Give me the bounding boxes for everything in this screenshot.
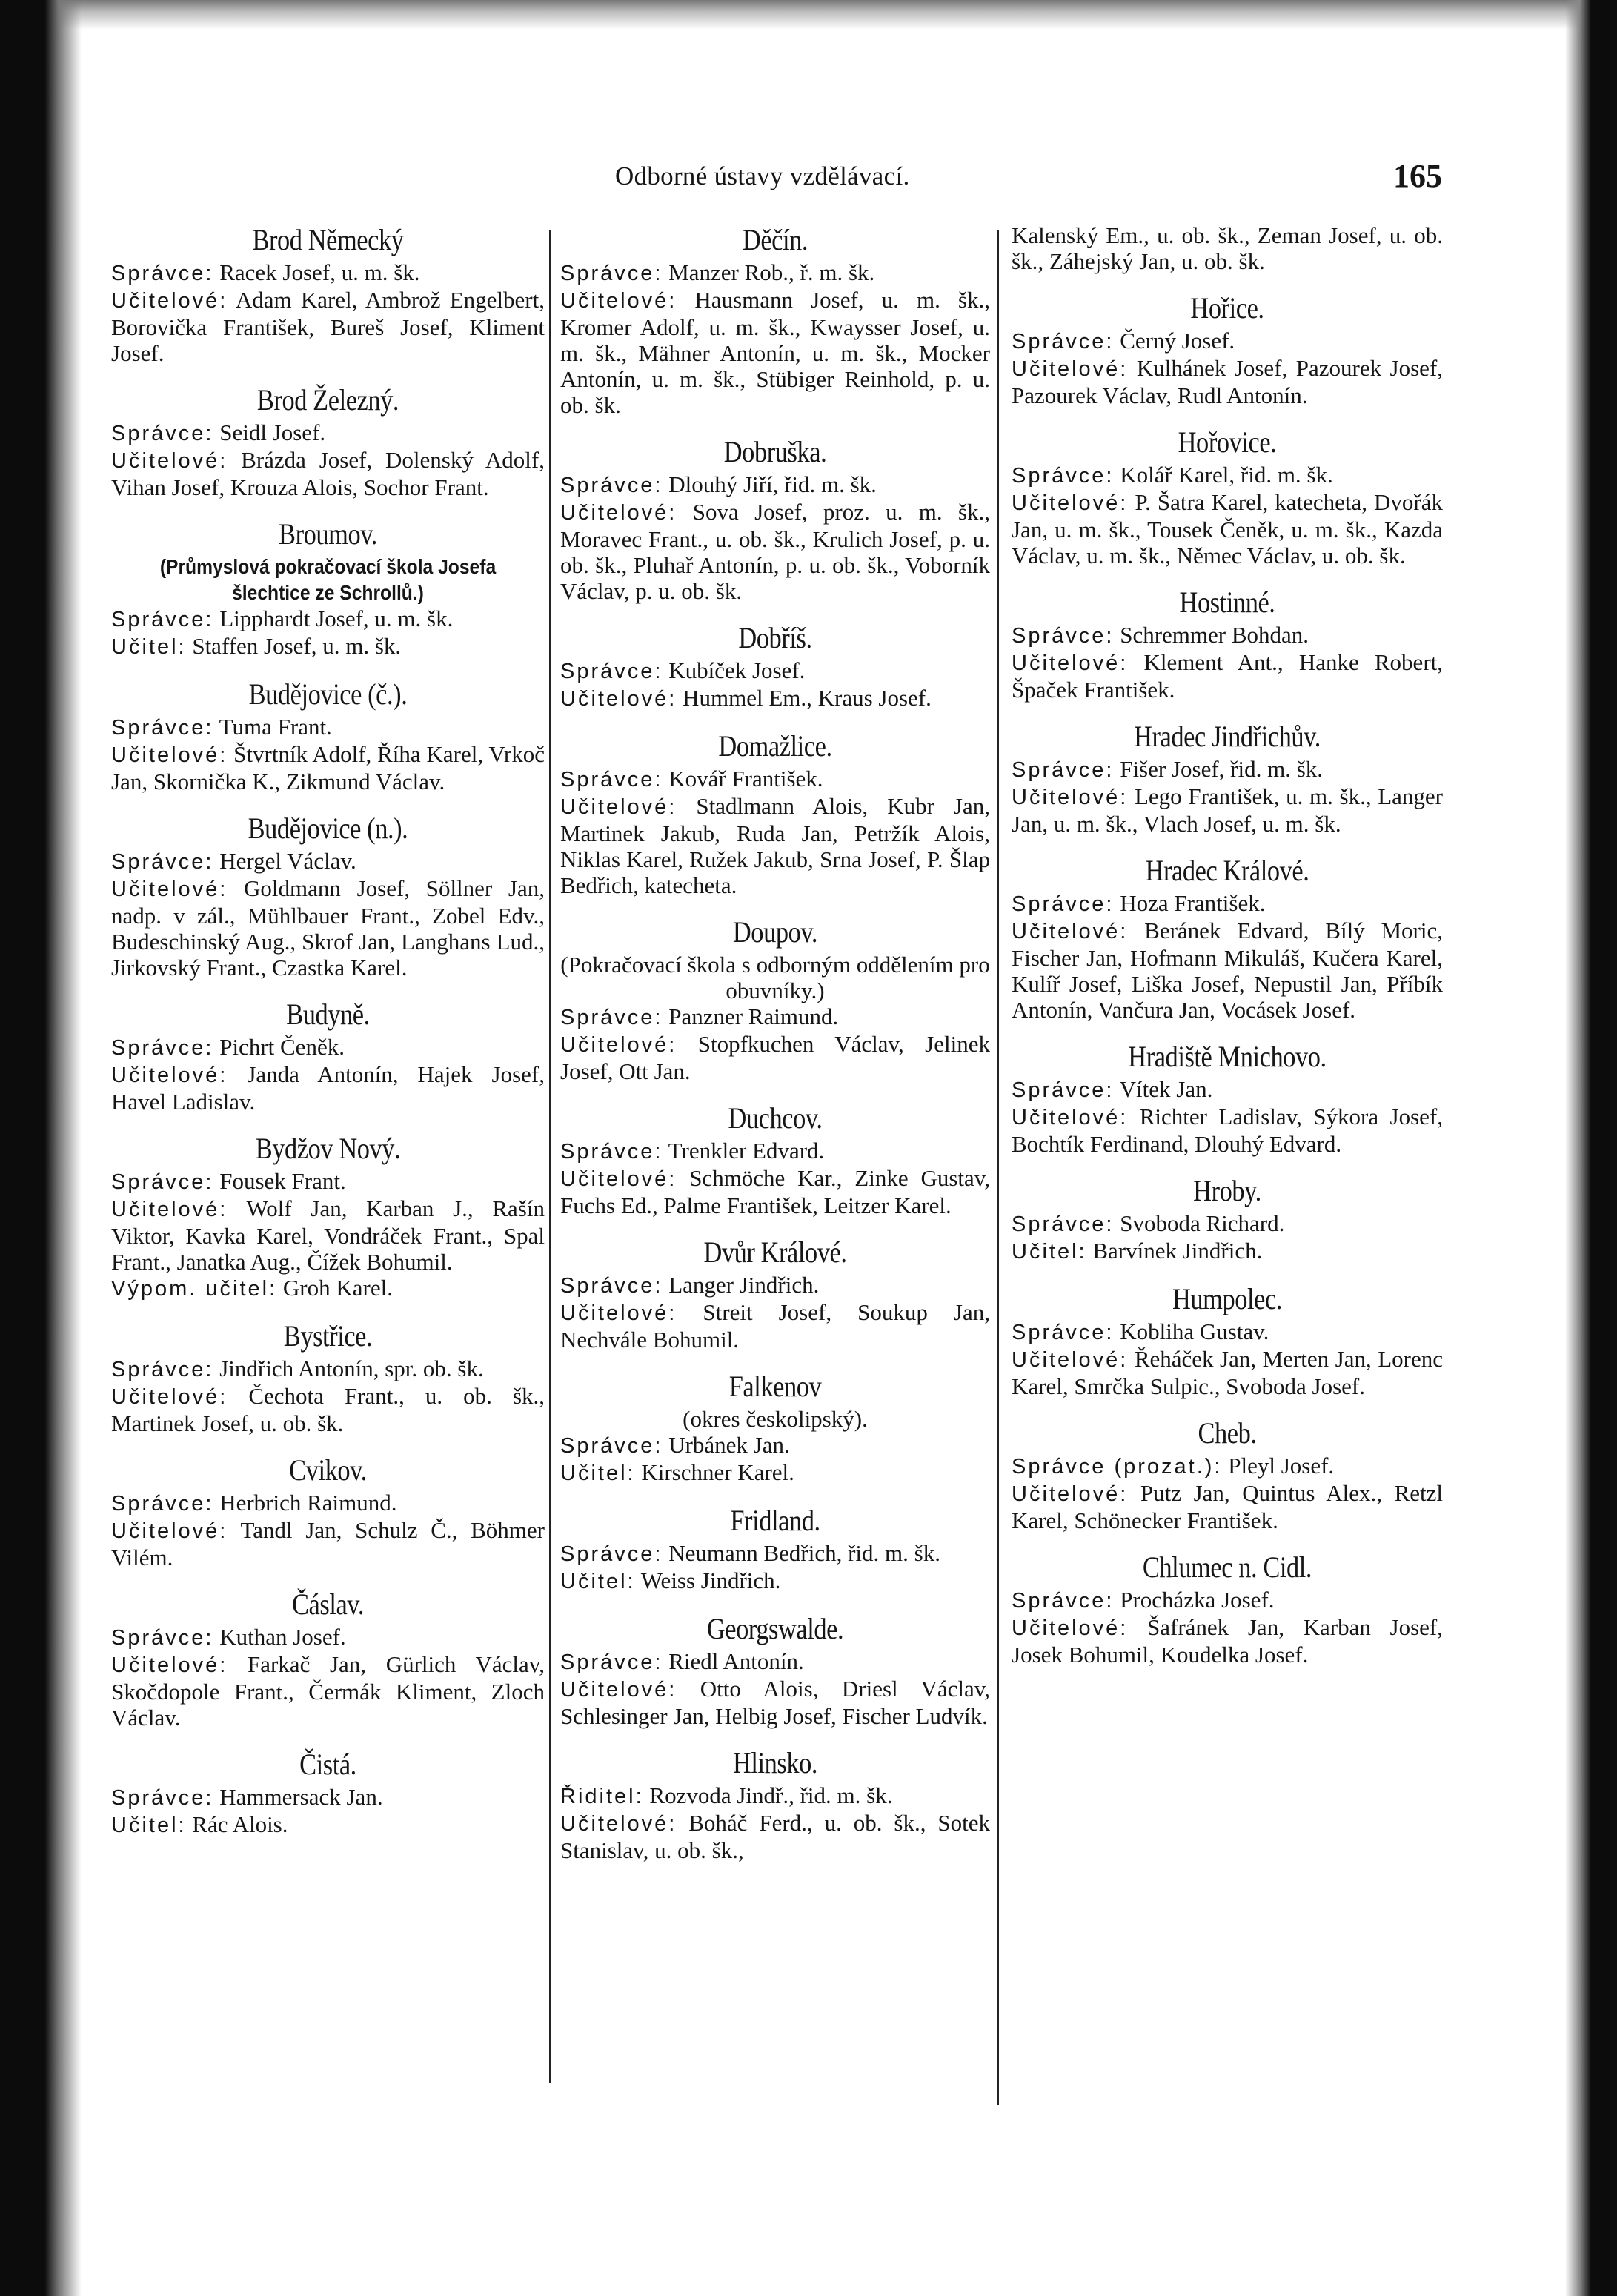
role-label: Učitel:: [560, 1461, 636, 1485]
staff-line: [1012, 1210, 1443, 1238]
place-heading: Čistá.: [299, 1748, 356, 1781]
directory-entry: [1012, 1550, 1443, 1668]
staff-line: [111, 447, 545, 500]
staff-line: [1012, 890, 1443, 918]
staff-names: Rozvoda Jindř., řid. m. šk.: [649, 1782, 893, 1808]
staff-names: Čechota Frant., u. ob. šk., Martinek Josef, u. ob. šk.: [111, 1383, 545, 1436]
scan-right-border: [1565, 0, 1617, 2296]
place-heading: Hradiště Mnichovo.: [1128, 1040, 1327, 1073]
staff-line: [1012, 622, 1443, 649]
staff-names: Procházka Josef.: [1120, 1587, 1275, 1613]
role-label: Učitel:: [560, 1570, 636, 1593]
role-label: Učitelové:: [111, 1198, 228, 1221]
staff-names: Fišer Josef, řid. m. šk.: [1120, 756, 1324, 782]
place-heading: Čáslav.: [292, 1587, 364, 1621]
staff-line: [111, 605, 545, 633]
column-left: [111, 222, 545, 1855]
role-label: Učitelové:: [560, 795, 677, 819]
role-label: Správce:: [560, 1274, 663, 1298]
directory-entry: [1012, 291, 1443, 408]
staff-line: [111, 1356, 545, 1383]
staff-names: Beránek Edvard, Bílý Moric, Fischer Jan, Hofmann Mikuláš, Kučera Karel, Kulíř Josef, Liška Josef, Nepustil Jan, Příbík Antonín, Vančura Jan, Vocásek Josef.: [1012, 918, 1444, 1023]
role-label: Učitelové:: [111, 1064, 228, 1087]
staff-names: Sova Josef, proz. u. m. šk., Moravec Frant., u. ob. šk., Krulich Josef, p. u. ob. šk., Pluhař Antonín, p. u. ob. šk., Voborník Václav, p. u. ob. šk.: [560, 499, 990, 604]
school-note: (okres českolipský).: [683, 1406, 868, 1432]
staff-names: P. Šatra Karel, katecheta, Dvořák Jan, u. m. šk., Tousek Čeněk, u. m. šk., Kazda Václav, u. m. šk., Němec Václav, u. ob. šk.: [1012, 489, 1443, 568]
place-heading: Brod Železný.: [256, 383, 399, 417]
role-label: Učitelové:: [1012, 1106, 1129, 1129]
place-heading: Hradec Králové.: [1145, 854, 1309, 887]
staff-line: [1012, 1076, 1443, 1104]
directory-entry: [111, 1318, 545, 1436]
staff-line: [560, 471, 990, 499]
staff-names: Kolář Karel, řid. m. šk.: [1120, 462, 1333, 488]
staff-line: [1012, 649, 1443, 703]
staff-names: Brázda Josef, Dolenský Adolf, Vihan Josef, Krouza Alois, Sochor Frant.: [111, 447, 545, 500]
place-heading: Georgswalde.: [706, 1612, 844, 1645]
place-heading: Doupov.: [732, 915, 818, 949]
staff-names: Klement Ant., Hanke Robert, Špaček František.: [1012, 649, 1444, 703]
staff-line: [1012, 1587, 1443, 1614]
directory-entry: [560, 1745, 990, 1863]
staff-names: Kubíček Josef.: [668, 657, 806, 683]
role-label: Správce (prozat.):: [1012, 1455, 1223, 1479]
staff-line: [560, 1540, 990, 1567]
running-title: Odborné ústavy vzdělávací.: [615, 162, 910, 190]
column-right: [1012, 222, 1443, 1684]
role-label: Učitelové:: [1012, 1616, 1129, 1640]
staff-names: Staffen Josef, u. m. šk.: [192, 633, 402, 659]
role-label: Učitelové:: [111, 1519, 228, 1543]
role-label: Správce:: [1012, 758, 1115, 782]
role-label: Učitelové:: [111, 877, 228, 901]
role-label: Správce:: [111, 1036, 214, 1060]
directory-entry: [1012, 222, 1443, 274]
staff-line: [1012, 328, 1443, 355]
staff-names: Rác Alois.: [192, 1811, 288, 1837]
directory-entry: [560, 729, 990, 898]
directory-entry: [560, 1503, 990, 1595]
staff-names: Kobliha Gustav.: [1120, 1318, 1269, 1344]
staff-names: Schremmer Bohdan.: [1120, 622, 1309, 648]
staff-line: [560, 1459, 990, 1487]
staff-line: [560, 657, 990, 685]
staff-line: [111, 1195, 545, 1275]
place-heading: Cheb.: [1198, 1416, 1257, 1450]
staff-line: [111, 1517, 545, 1570]
staff-line: [111, 875, 545, 981]
staff-line: [1012, 1614, 1443, 1668]
staff-line: [111, 714, 545, 741]
role-label: Správce:: [111, 1786, 214, 1810]
staff-line: [1012, 783, 1443, 837]
role-label: Učitel:: [1012, 1240, 1087, 1264]
staff-line: [560, 1031, 990, 1084]
role-label: Učitel:: [111, 635, 187, 659]
role-label: Správce:: [560, 660, 663, 683]
directory-entry: [560, 620, 990, 712]
role-label: Učitelové:: [560, 1812, 677, 1836]
directory-entry: [111, 222, 545, 366]
staff-line: [560, 1648, 990, 1676]
staff-line: [111, 1034, 545, 1061]
role-label: Správce:: [560, 768, 663, 792]
staff-names: Tuma Frant.: [219, 714, 332, 740]
place-heading: Broumov.: [279, 517, 377, 551]
staff-line: [111, 1811, 545, 1839]
staff-names: Panzner Raimund.: [668, 1003, 839, 1029]
staff-line: [111, 1275, 545, 1302]
staff-line: [1012, 918, 1443, 1023]
role-label: Učitelové:: [1012, 357, 1129, 381]
staff-line: [1012, 756, 1443, 783]
directory-entry: [111, 1587, 545, 1731]
school-note: (Průmyslová pokračovací škola Josefa šlechtice ze Schrollů.): [159, 555, 497, 604]
staff-line: [111, 1061, 545, 1115]
staff-names: Kulhánek Josef, Pazourek Josef, Pazourek Václav, Rudl Antonín.: [1012, 355, 1444, 408]
staff-line: [560, 1567, 990, 1595]
directory-entry: [1012, 1173, 1443, 1265]
place-heading: Bydžov Nový.: [255, 1132, 401, 1165]
place-heading: Brod Německý: [252, 223, 404, 256]
staff-names: Pichrt Čeněk.: [219, 1034, 345, 1060]
role-label: Správce:: [111, 1492, 214, 1516]
staff-names: Boháč Ferd., u. ob. šk., Sotek Stanislav, u. ob. šk.,: [560, 1810, 991, 1863]
staff-line: [1012, 1453, 1443, 1480]
staff-names: Groh Karel.: [282, 1275, 393, 1301]
role-label: Správce:: [1012, 892, 1115, 916]
staff-line: [560, 1782, 990, 1810]
staff-line: [560, 1165, 990, 1218]
staff-line: [111, 1168, 545, 1195]
staff-line: [560, 766, 990, 793]
column-rule-left: [549, 230, 551, 2083]
role-label: Učitelové:: [111, 1653, 228, 1677]
role-label: Učitelové:: [560, 1033, 677, 1057]
place-heading: Budějovice (č.).: [248, 677, 408, 711]
staff-line: [1012, 1346, 1443, 1399]
staff-line: [560, 1003, 990, 1031]
place-heading: Budyně.: [286, 998, 370, 1031]
staff-names: Barvínek Jindřich.: [1092, 1238, 1263, 1264]
staff-names: Putz Jan, Quintus Alex., Retzl Karel, Schönecker František.: [1012, 1480, 1444, 1533]
role-label: Správce:: [560, 1650, 663, 1674]
column-rule-right: [997, 230, 999, 2105]
staff-line: [111, 633, 545, 660]
directory-entry: [1012, 1416, 1443, 1533]
staff-names: Dlouhý Jiří, řid. m. šk.: [668, 471, 877, 497]
staff-names: Tandl Jan, Schulz Č., Böhmer Vilém.: [111, 1517, 545, 1570]
role-label: Učitelové:: [111, 289, 228, 313]
role-label: Správce:: [560, 474, 663, 497]
staff-names: Vítek Jan.: [1119, 1076, 1213, 1102]
role-label: Učitelové:: [111, 1385, 228, 1409]
staff-names: Langer Jindřich.: [668, 1272, 820, 1298]
staff-names: Šafránek Jan, Karban Josef, Josek Bohumil, Koudelka Josef.: [1012, 1614, 1443, 1668]
school-note: (Pokračovací škola s odborným oddělením pro obuvníky.): [560, 952, 990, 1003]
role-label: Správce:: [1012, 624, 1115, 648]
directory-entry: [1012, 1281, 1443, 1399]
role-label: Řiditel:: [560, 1785, 644, 1808]
staff-names: Adam Karel, Ambrož Engelbert, Borovička František, Bureš Josef, Kliment Josef.: [111, 287, 545, 366]
role-label: Učitelové:: [1012, 786, 1129, 809]
staff-line: [111, 1624, 545, 1651]
role-label: Učitelové:: [560, 1301, 677, 1325]
staff-line: [560, 685, 990, 712]
staff-names: Kovář František.: [668, 766, 823, 792]
directory-entry: [111, 1747, 545, 1839]
role-label: Učitelové:: [1012, 651, 1129, 675]
role-label: Správce:: [111, 262, 214, 285]
directory-entry: [560, 1235, 990, 1353]
staff-names: Jindřich Antonín, spr. ob. šk.: [219, 1356, 484, 1381]
staff-names: Seidl Josef.: [219, 419, 326, 445]
scan-left-border: [0, 0, 82, 2296]
role-label: Učitelové:: [111, 743, 228, 767]
role-label: Učitelové:: [560, 687, 677, 711]
place-heading: Dobruška.: [723, 435, 827, 468]
staff-line: [111, 419, 545, 447]
role-label: Správce:: [1012, 1078, 1115, 1102]
directory-entry: [111, 1131, 545, 1302]
place-heading: Dvůr Králové.: [703, 1235, 847, 1269]
place-heading: Domažlice.: [718, 729, 832, 763]
role-label: Správce:: [1012, 1589, 1115, 1613]
staff-line: [1012, 1318, 1443, 1346]
role-label: Správce:: [111, 1170, 214, 1194]
staff-names: Svoboda Richard.: [1120, 1210, 1285, 1236]
staff-line: [1012, 1238, 1443, 1265]
page-number: 165: [1393, 158, 1442, 194]
directory-entry: [111, 382, 545, 500]
staff-names: Herbrich Raimund.: [219, 1490, 397, 1516]
place-heading: Hradec Jindřichův.: [1134, 720, 1321, 753]
staff-names: Hummel Em., Kraus Josef.: [683, 685, 932, 711]
directory-entry: [1012, 425, 1443, 568]
staff-names: Riedl Antonín.: [668, 1648, 804, 1674]
role-label: Správce:: [1012, 1321, 1115, 1344]
role-label: Správce:: [560, 1006, 663, 1029]
role-label: Učitelové:: [1012, 1348, 1129, 1372]
role-label: Učitelové:: [560, 501, 677, 525]
role-label: Správce:: [560, 1140, 663, 1164]
staff-line: [1012, 489, 1443, 568]
role-label: Správce:: [111, 850, 214, 874]
staff-names: Manzer Rob., ř. m. šk.: [668, 259, 875, 285]
staff-names: Stopfkuchen Václav, Jelinek Josef, Ott Jan.: [560, 1031, 990, 1084]
staff-names: Racek Josef, u. m. šk.: [219, 259, 420, 285]
staff-names: Schmöche Kar., Zinke Gustav, Fuchs Ed., Palme František, Leitzer Karel.: [560, 1165, 991, 1218]
place-heading: Humpolec.: [1172, 1282, 1283, 1315]
staff-line: [111, 1383, 545, 1436]
staff-names: Weiss Jindřich.: [640, 1567, 781, 1593]
staff-line: [560, 1432, 990, 1459]
staff-names: Goldmann Josef, Söllner Jan, nadp. v zál., Mühlbauer Frant., Zobel Edv., Budeschinský Aug., Skrof Jan, Langhans Lud., Jirkovský Frant., Czastka Karel.: [111, 875, 545, 981]
staff-line: [560, 1299, 990, 1353]
role-label: Správce:: [111, 716, 214, 740]
staff-names: Stadlmann Alois, Kubr Jan, Martinek Jakub, Ruda Jan, Petržík Alois, Niklas Karel, Ružek Jakub, Srna Josef, P. Šlap Bedřich, katecheta.: [560, 793, 990, 898]
staff-line: [1012, 1104, 1443, 1157]
staff-names: Janda Antonín, Hajek Josef, Havel Ladislav.: [111, 1061, 545, 1115]
staff-line: [111, 741, 545, 794]
staff-names: Černý Josef.: [1120, 328, 1235, 354]
staff-line: [1012, 462, 1443, 489]
staff-names: Štvrtník Adolf, Říha Karel, Vrkoč Jan, Skornička K., Zikmund Václav.: [111, 741, 545, 794]
role-label: Učitelové:: [560, 1678, 677, 1702]
place-heading: Bystřice.: [283, 1319, 373, 1353]
place-heading: Falkenov: [728, 1370, 822, 1403]
staff-names: Richter Ladislav, Sýkora Josef, Bochtík Ferdinand, Dlouhý Edvard.: [1012, 1104, 1444, 1157]
role-label: Učitelové:: [560, 1167, 677, 1191]
staff-line: [111, 259, 545, 287]
role-label: Učitelové:: [560, 289, 677, 313]
directory-entry: [560, 434, 990, 604]
staff-names: Kalenský Em., u. ob. šk., Zeman Josef, u. ob. šk., Záhejský Jan, u. ob. šk.: [1012, 222, 1443, 274]
staff-names: Otto Alois, Driesl Václav, Schlesinger Jan, Helbig Josef, Fischer Ludvík.: [560, 1676, 990, 1729]
staff-names: Wolf Jan, Karban J., Rašín Viktor, Kavka Karel, Vondráček Frant., Spal Frant., Janatka Aug., Čížek Bohumil.: [111, 1195, 545, 1275]
role-label: Učitel:: [111, 1814, 187, 1837]
directory-entry: [111, 517, 545, 660]
staff-names: Hausmann Josef, u. m. šk., Kromer Adolf, u. m. šk., Kwaysser Josef, u. m. šk., Mähner Antonín, u. m. šk., Mocker Antonín, u. m. šk., Stübiger Reinhold, p. u. ob. šk.: [560, 287, 990, 418]
role-label: Správce:: [111, 422, 214, 445]
role-label: Učitelové:: [111, 449, 228, 473]
place-heading: Hořice.: [1190, 291, 1264, 325]
column-middle: [560, 222, 990, 1879]
staff-line: [1012, 222, 1443, 274]
role-label: Správce:: [111, 1626, 214, 1650]
staff-names: Lipphardt Josef, u. m. šk.: [219, 605, 454, 631]
directory-entry: [111, 811, 545, 981]
role-label: Správce:: [560, 1542, 663, 1566]
staff-names: Kirschner Karel.: [641, 1459, 794, 1485]
place-heading: Hroby.: [1193, 1174, 1261, 1207]
role-label: Učitelové:: [1012, 491, 1129, 515]
staff-names: Řeháček Jan, Merten Jan, Lorenc Karel, Smrčka Sulpic., Svoboda Josef.: [1012, 1346, 1443, 1399]
staff-names: Urbánek Jan.: [668, 1432, 790, 1458]
staff-line: [111, 1784, 545, 1811]
role-label: Správce:: [1012, 330, 1115, 354]
place-heading: Hostinné.: [1179, 585, 1275, 619]
staff-names: Pleyl Josef.: [1228, 1453, 1335, 1479]
staff-line: [560, 793, 990, 898]
staff-line: [111, 287, 545, 366]
place-heading: Hlinsko.: [732, 1746, 818, 1779]
staff-line: [560, 1810, 990, 1863]
staff-names: Trenkler Edvard.: [668, 1138, 825, 1164]
staff-line: [111, 1490, 545, 1517]
role-label: Správce:: [1012, 1212, 1115, 1236]
directory-entry: [111, 1453, 545, 1570]
staff-names: Hammersack Jan.: [219, 1784, 383, 1810]
role-label: Správce:: [560, 262, 663, 285]
role-label: Učitelové:: [1012, 920, 1129, 943]
staff-line: [111, 848, 545, 875]
staff-line: [560, 1272, 990, 1299]
staff-names: Kuthan Josef.: [219, 1624, 346, 1650]
role-label: Výpom. učitel:: [111, 1277, 278, 1301]
staff-names: Lego František, u. m. šk., Langer Jan, u. m. šk., Vlach Josef, u. m. šk.: [1012, 783, 1443, 837]
role-label: Správce:: [111, 1358, 214, 1381]
directory-entry: [1012, 853, 1443, 1023]
staff-line: [560, 259, 990, 287]
staff-line: [560, 287, 990, 418]
staff-line: [111, 1651, 545, 1731]
staff-line: [1012, 1480, 1443, 1533]
role-label: Správce:: [111, 608, 214, 631]
staff-names: Hergel Václav.: [219, 848, 356, 874]
directory-entry: [560, 222, 990, 418]
role-label: Učitelové:: [1012, 1482, 1129, 1506]
staff-names: Fousek Frant.: [219, 1168, 346, 1194]
directory-entry: [560, 915, 990, 1084]
scan-top-shadow: [0, 0, 1617, 30]
role-label: Správce:: [1012, 464, 1115, 488]
directory-entry: [560, 1611, 990, 1729]
place-heading: Fridland.: [730, 1504, 820, 1537]
place-heading: Budějovice (n.).: [248, 812, 408, 845]
directory-entry: [1012, 585, 1443, 703]
staff-names: Hoza František.: [1120, 890, 1266, 916]
place-heading: Cvikov.: [289, 1453, 367, 1487]
staff-names: Neumann Bedřich, řid. m. šk.: [668, 1540, 940, 1566]
staff-line: [1012, 355, 1443, 408]
role-label: Správce:: [560, 1434, 663, 1458]
place-heading: Hořovice.: [1178, 425, 1277, 459]
place-heading: Děčín.: [742, 223, 808, 256]
place-heading: Duchcov.: [728, 1101, 823, 1135]
staff-line: [560, 1676, 990, 1729]
staff-line: [560, 1138, 990, 1165]
staff-names: Farkač Jan, Gürlich Václav, Skočdopole Frant., Čermák Kliment, Zloch Václav.: [111, 1651, 545, 1731]
directory-entry: [1012, 1039, 1443, 1157]
staff-names: Streit Josef, Soukup Jan, Nechvále Bohumil.: [560, 1299, 991, 1353]
directory-entry: [560, 1369, 990, 1487]
directory-entry: [111, 997, 545, 1115]
place-heading: Chlumec n. Cidl.: [1142, 1550, 1312, 1584]
place-heading: Dobříš.: [738, 621, 812, 654]
directory-entry: [111, 677, 545, 794]
directory-entry: [560, 1101, 990, 1218]
staff-line: [560, 499, 990, 604]
directory-entry: [1012, 719, 1443, 837]
